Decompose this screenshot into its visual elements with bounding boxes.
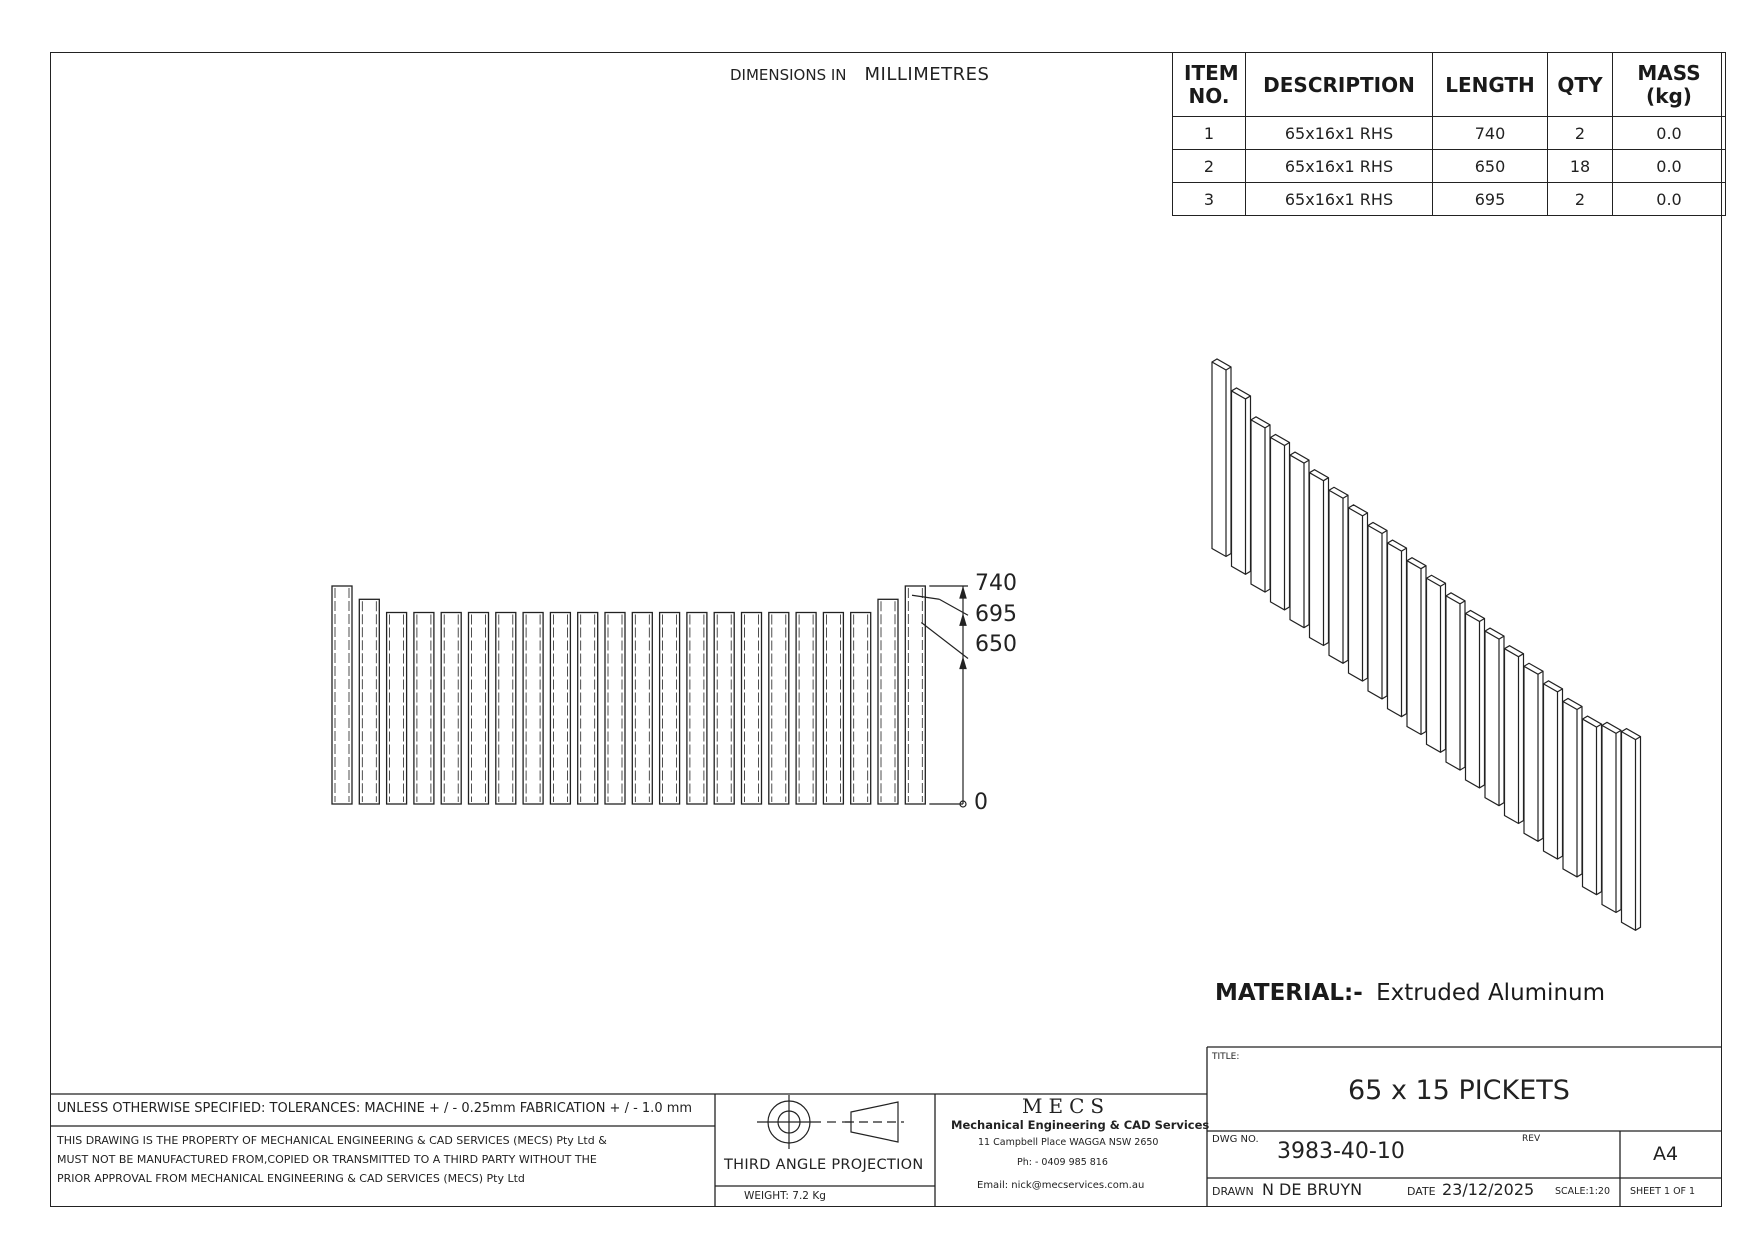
iso-picket xyxy=(1466,610,1485,787)
bom-cell-qty: 18 xyxy=(1548,150,1613,183)
iso-picket xyxy=(1232,388,1251,574)
iso-picket xyxy=(1290,452,1309,628)
weight-label: WEIGHT: 7.2 Kg xyxy=(744,1190,826,1202)
iso-picket xyxy=(1563,698,1582,876)
dwg-no: 3983-40-10 xyxy=(1277,1139,1405,1164)
bom-header-item-no: ITEM NO. xyxy=(1173,53,1246,117)
bom-cell-mass: 0.0 xyxy=(1613,183,1726,216)
bom-header-length: LENGTH xyxy=(1433,53,1548,117)
iso-picket xyxy=(1329,487,1348,663)
drawn-label: DRAWN xyxy=(1212,1185,1254,1198)
bom-cell-description: 65x16x1 RHS xyxy=(1246,117,1433,150)
third-angle-projection-icon xyxy=(757,1095,904,1149)
company-name: Mechanical Engineering & CAD Services xyxy=(951,1118,1210,1132)
iso-picket xyxy=(1602,722,1621,912)
iso-picket xyxy=(1583,716,1602,895)
bom-cell-item-no: 2 xyxy=(1173,150,1246,183)
iso-picket xyxy=(1446,593,1465,770)
bom-cell-qty: 2 xyxy=(1548,117,1613,150)
sheet-number: SHEET 1 OF 1 xyxy=(1630,1186,1696,1197)
company-address: 11 Campbell Place WAGGA NSW 2650 xyxy=(978,1137,1159,1148)
dimension-arrow xyxy=(960,659,966,669)
dim-label-695: 695 xyxy=(975,602,1017,627)
dim-label-650: 650 xyxy=(975,632,1017,657)
iso-picket xyxy=(1271,434,1290,609)
projection-label: THIRD ANGLE PROJECTION xyxy=(724,1157,924,1173)
drawing-title: 65 x 15 PICKETS xyxy=(1348,1075,1570,1106)
sheet-size: A4 xyxy=(1653,1143,1679,1165)
iso-picket xyxy=(1407,558,1426,735)
iso-picket xyxy=(1251,417,1270,592)
company-email: Email: nick@mecservices.com.au xyxy=(977,1180,1145,1191)
iso-picket xyxy=(1622,729,1641,931)
bom-cell-length: 740 xyxy=(1433,117,1548,150)
dimension-arrow xyxy=(960,588,966,598)
isometric-view xyxy=(1212,359,1641,930)
iso-picket xyxy=(1310,470,1329,646)
dimension-line xyxy=(939,599,968,615)
bom-header-qty: QTY xyxy=(1548,53,1613,117)
dim-label-740: 740 xyxy=(975,571,1017,596)
dimensions-label: DIMENSIONS IN xyxy=(730,66,847,84)
front-view-dimensions xyxy=(912,586,968,807)
bom-cell-mass: 0.0 xyxy=(1613,117,1726,150)
tolerances-note: UNLESS OTHERWISE SPECIFIED: TOLERANCES: MACHINE + / - 0.25mm FABRICATION + / - 1.0 mm xyxy=(57,1101,693,1116)
iso-picket xyxy=(1427,575,1446,752)
iso-picket xyxy=(1485,628,1504,806)
bom-cell-description: 65x16x1 RHS xyxy=(1246,150,1433,183)
bom-cell-mass: 0.0 xyxy=(1613,150,1726,183)
material-value: Extruded Aluminum xyxy=(1376,980,1606,1006)
company-logo: MECS xyxy=(1022,1094,1111,1118)
bom-cell-length: 650 xyxy=(1433,150,1548,183)
front-view xyxy=(332,586,925,804)
drawing-date: 23/12/2025 xyxy=(1442,1180,1535,1199)
bom-cell-qty: 2 xyxy=(1548,183,1613,216)
dwg-no-label: DWG NO. xyxy=(1212,1134,1259,1145)
date-label: DATE xyxy=(1407,1185,1436,1198)
dim-label-0: 0 xyxy=(974,790,988,815)
drawn-by: N DE BRUYN xyxy=(1262,1180,1363,1199)
bom-cell-length: 695 xyxy=(1433,183,1548,216)
bom-cell-item-no: 3 xyxy=(1173,183,1246,216)
iso-picket xyxy=(1368,522,1387,698)
iso-picket xyxy=(1524,663,1543,841)
scale: SCALE:1:20 xyxy=(1555,1186,1610,1197)
material-label: MATERIAL:- xyxy=(1215,980,1363,1006)
rev-label: REV xyxy=(1522,1134,1541,1144)
bom-cell-item-no: 1 xyxy=(1173,117,1246,150)
iso-picket xyxy=(1349,505,1368,681)
company-phone: Ph: - 0409 985 816 xyxy=(1017,1157,1108,1168)
bom-header-mass: MASS (kg) xyxy=(1613,53,1726,117)
iso-picket xyxy=(1505,646,1524,824)
title-label: TITLE: xyxy=(1212,1052,1240,1062)
iso-picket xyxy=(1388,540,1407,717)
dimension-arrow xyxy=(960,615,966,625)
bom-cell-description: 65x16x1 RHS xyxy=(1246,183,1433,216)
material-note xyxy=(1215,980,1605,1006)
dimension-line xyxy=(921,623,968,659)
dimensions-unit: MILLIMETRES xyxy=(864,64,990,85)
iso-picket xyxy=(1544,681,1563,859)
bom-header-description: DESCRIPTION xyxy=(1246,53,1433,117)
property-notice: THIS DRAWING IS THE PROPERTY OF MECHANICAL ENGINEERING & CAD SERVICES (MECS) Pty Ltd & MUST NOT BE MANUFACTURED FROM,COPIED OR TRANSMITTED TO A THIRD PARTY WITHOUT THE PRIOR APPROVAL FROM MECHANICAL ENGINEERING & CAD SERVICES (MECS) Pty Ltd xyxy=(57,1134,607,1185)
iso-picket xyxy=(1212,359,1231,556)
